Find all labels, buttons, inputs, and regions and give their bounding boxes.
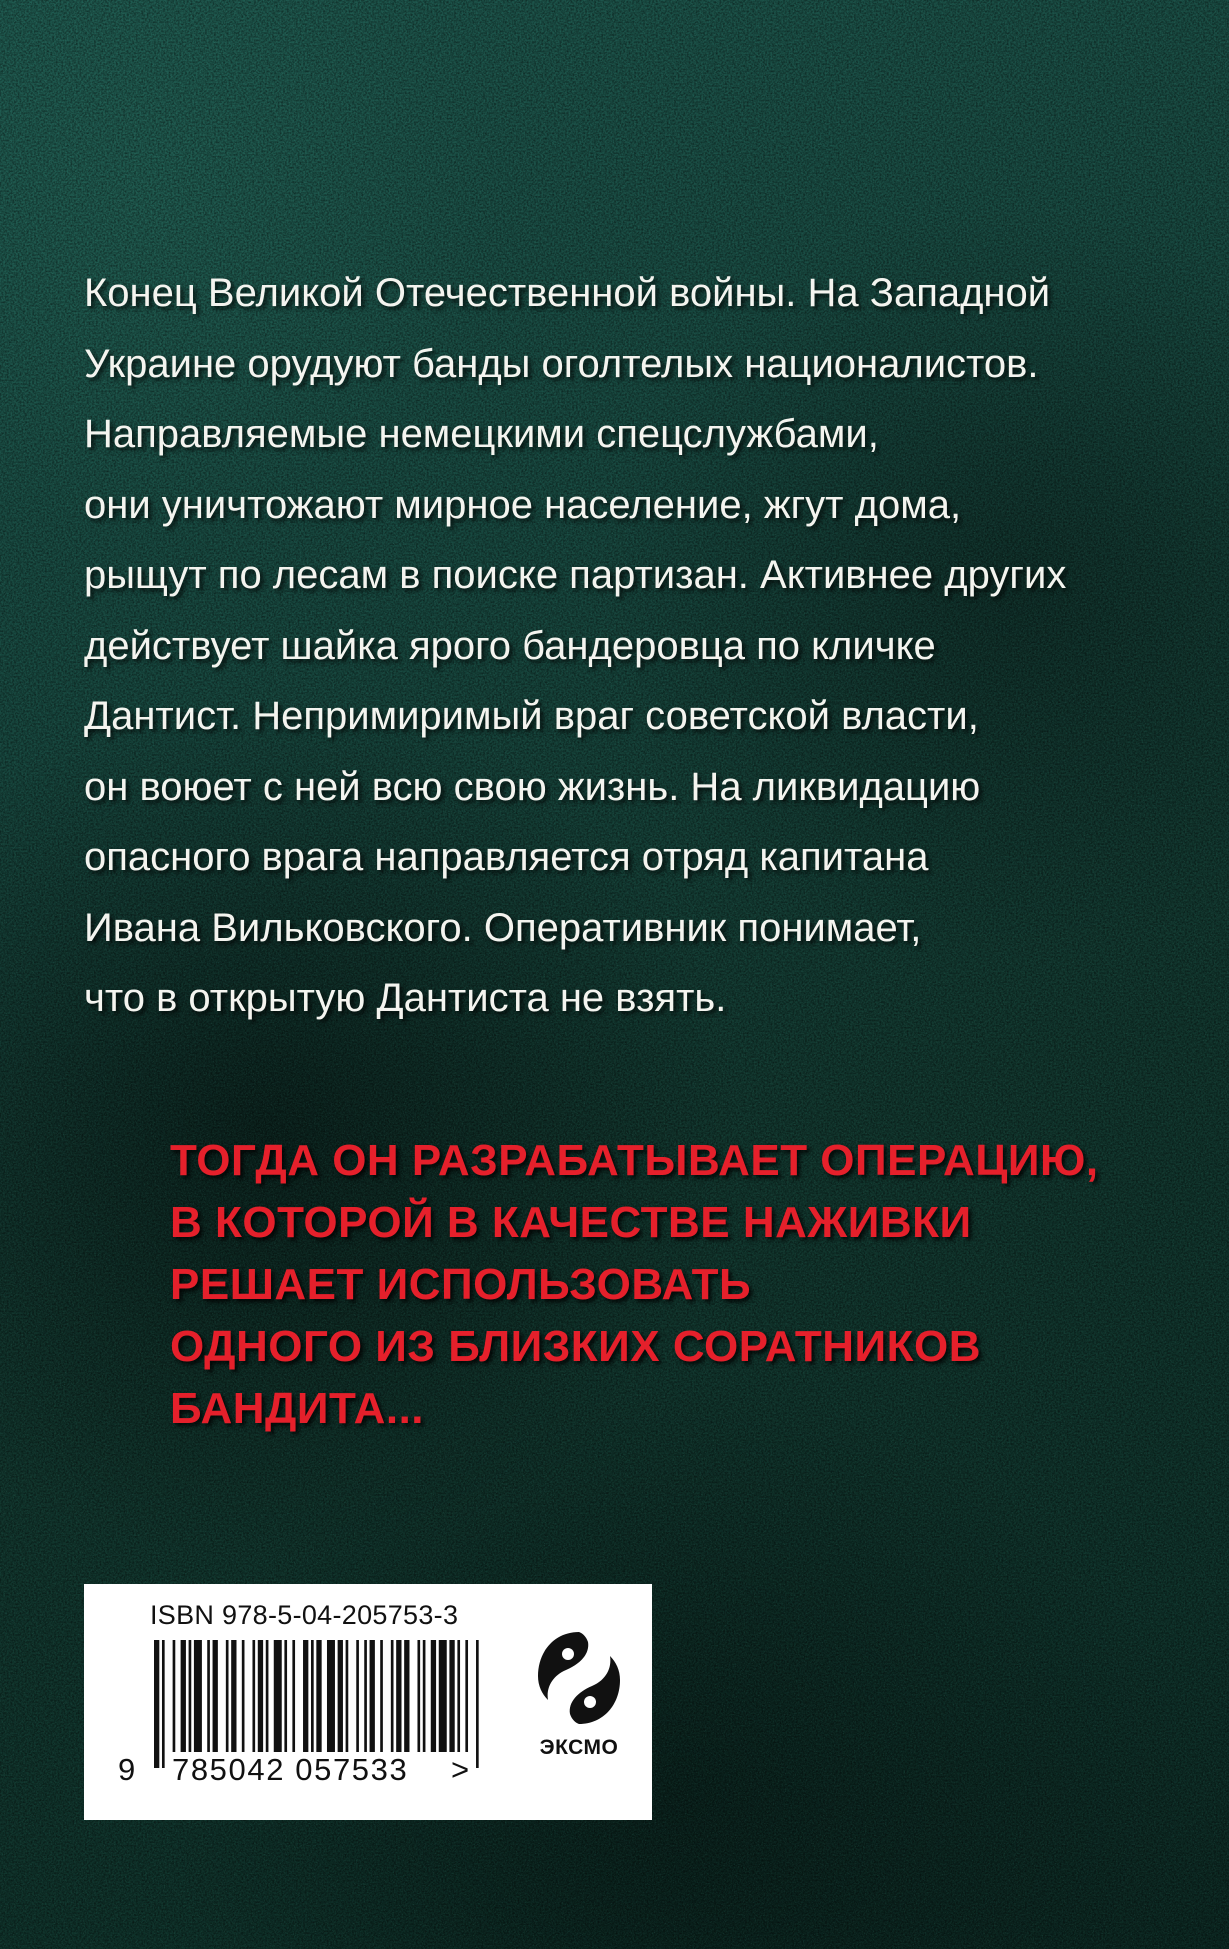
isbn-label: ISBN 978-5-04-205753-3	[150, 1600, 459, 1630]
barcode-bar	[231, 1640, 236, 1752]
barcode-bar	[380, 1640, 383, 1752]
barcode-bar	[189, 1640, 192, 1752]
tagline-text	[170, 1130, 1170, 1440]
blurb-line: они уничтожают мирное население, жгут дома,	[84, 482, 962, 527]
barcode-bar	[457, 1640, 460, 1752]
barcode-bar	[316, 1640, 321, 1768]
barcode-bar	[476, 1640, 479, 1768]
blurb-line: Ивана Вильковского. Оперативник понимает,	[84, 905, 922, 950]
barcode-bar	[327, 1640, 335, 1752]
blurb-line: Украине орудуют банды оголтелых националистов.	[84, 341, 1039, 386]
isbn-barcode-panel	[84, 1584, 652, 1820]
barcode-bar	[449, 1640, 454, 1752]
barcode-bar	[338, 1640, 343, 1752]
barcode-bar	[439, 1640, 447, 1752]
barcode-bar	[364, 1640, 367, 1752]
eksmo-logo	[524, 1624, 634, 1774]
barcode-bar	[252, 1640, 255, 1752]
tagline-line: ОДНОГО ИЗ БЛИЗКИХ СОРАТНИКОВ	[170, 1322, 981, 1371]
tagline-line: БАНДИТА...	[170, 1384, 425, 1433]
barcode-bar	[194, 1640, 202, 1752]
barcode-bar	[154, 1640, 159, 1768]
barcode-bar	[173, 1640, 176, 1752]
barcode-bar	[226, 1640, 229, 1752]
publisher-name: ЭКСМО	[539, 1736, 619, 1759]
barcode-bar	[303, 1640, 308, 1752]
tagline-line: В КОТОРОЙ В КАЧЕСТВЕ НАЖИВКИ	[170, 1198, 972, 1247]
eksmo-logo-icon	[524, 1624, 634, 1734]
barcode-bar	[423, 1640, 426, 1752]
barcode-icon	[154, 1640, 484, 1768]
ean-digits: 785042 057533	[170, 1752, 474, 1788]
barcode-bar	[391, 1640, 394, 1752]
barcode-bar	[207, 1640, 210, 1752]
barcode-bar	[465, 1640, 468, 1752]
barcode-bar	[274, 1640, 282, 1752]
barcode-bar	[213, 1640, 218, 1752]
blurb-line: что в открытую Дантиста не взять.	[84, 976, 727, 1020]
ean-arrow: >	[451, 1752, 470, 1787]
barcode-bar	[242, 1640, 245, 1752]
blurb-line: действует шайка ярого бандеровца по кличке	[84, 623, 936, 668]
blurb-line: рыщут по лесам в поиске партизан. Активнее других	[84, 553, 1067, 597]
blurb-line: Направляемые немецкими спецслужбами,	[84, 412, 879, 456]
barcode-bar	[417, 1640, 420, 1752]
barcode-bar	[311, 1640, 314, 1752]
barcode-bar	[284, 1640, 287, 1752]
barcode-bar	[266, 1640, 269, 1752]
barcode-bar	[258, 1640, 263, 1752]
tagline-line: РЕШАЕТ ИСПОЛЬЗОВАТЬ	[170, 1260, 752, 1309]
blurb-text	[84, 258, 1144, 1034]
barcode-bar	[356, 1640, 359, 1752]
barcode-bar	[396, 1640, 401, 1752]
tagline-line: ТОГДА ОН РАЗРАБАТЫВАЕТ ОПЕРАЦИЮ,	[170, 1136, 1099, 1185]
barcode-bar	[431, 1640, 436, 1752]
ean-first-digit: 9	[118, 1752, 136, 1787]
blurb-line: он воюет с ней всю свою жизнь. На ликвидацию	[84, 764, 981, 809]
barcode-bar	[346, 1640, 349, 1752]
barcode-bar	[181, 1640, 186, 1752]
blurb-line: Дантист. Непримиримый враг советской власти,	[84, 694, 979, 738]
blurb-line: опасного врага направляется отряд капитана	[84, 835, 929, 879]
barcode-bar	[370, 1640, 375, 1752]
barcode-bar	[292, 1640, 295, 1752]
blurb-line: Конец Великой Отечественной войны. На Западной	[84, 271, 1051, 315]
barcode-bar	[404, 1640, 409, 1752]
barcode-bar	[162, 1640, 165, 1768]
